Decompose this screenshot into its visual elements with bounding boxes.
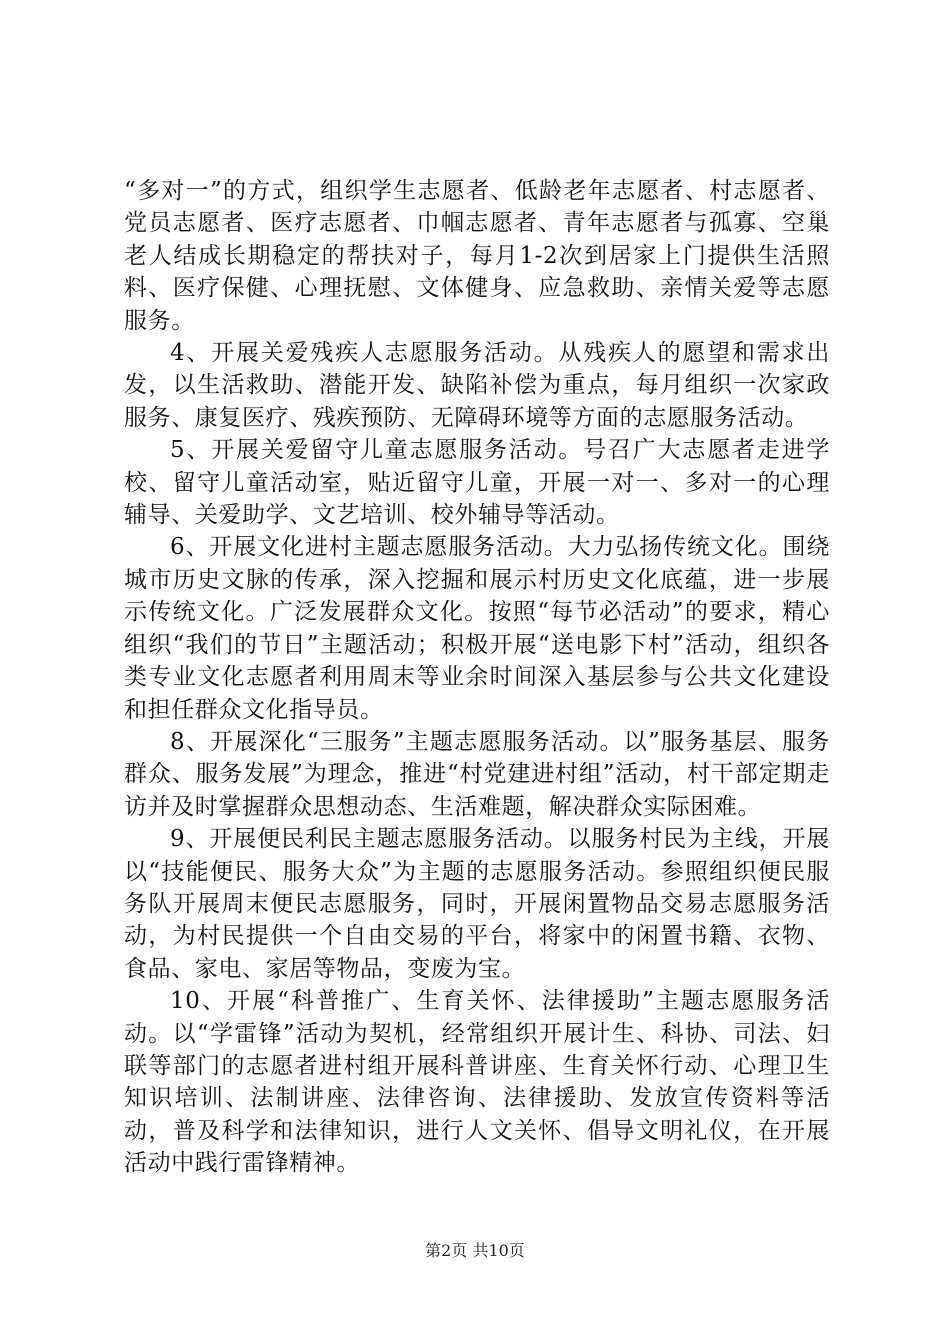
page-number-label: 第2页 共10页 [425,1241,525,1260]
document-body [124,175,830,1180]
paragraph-item-4: 4、开展关爱残疾人志愿服务活动。从残疾人的愿望和需求出发，以生活救助、潜能开发、缺陷补偿为重点，每月组织一次家政服务、康复医疗、残疾预防、无障碍环境等方面的志愿服务活动。 [124,340,830,431]
paragraph-item-9: 9、开展便民利民主题志愿服务活动。以服务村民为主线，开展以“技能便民、服务大众”为主题的志愿服务活动。参照组织便民服务队开展周末便民志愿服务，同时，开展闲置物品交易志愿服务活动，为村民提供一个自由交易的平台，将家中的闲置书籍、衣物、食品、家电、家居等物品，变废为宝。 [124,826,830,982]
page-footer [0,1238,950,1261]
paragraph-item-6: 6、开展文化进村主题志愿服务活动。大力弘扬传统文化。围绕城市历史文脉的传承，深入挖掘和展示村历史文化底蕴，进一步展示传统文化。广泛发展群众文化。按照“每节必活动”的要求，精心组织“我们的节日”主题活动；积极开展“送电影下村”活动，组织各类专业文化志愿者利用周末等业余时间深入基层参与公共文化建设和担任群众文化指导员。 [124,534,830,723]
paragraph-item-5: 5、开展关爱留守儿童志愿服务活动。号召广大志愿者走进学校、留守儿童活动室，贴近留守儿童，开展一对一、多对一的心理辅导、关爱助学、文艺培训、校外辅导等活动。 [124,437,830,529]
paragraph-item-10: 10、开展“科普推广、生育关怀、法律援助”主题志愿服务活动。以“学雷锋”活动为契机，经常组织开展计生、科协、司法、妇联等部门的志愿者进村组开展科普讲座、生育关怀行动、心理卫生知识培训、法制讲座、法律咨询、法律援助、发放宣传资料等活动，普及科学和法律知识，进行人文关怀、倡导文明礼仪，在开展活动中践行雷锋精神。 [124,988,830,1177]
paragraph-item-8: 8、开展深化“三服务”主题志愿服务活动。以”服务基层、服务群众、服务发展”为理念，推进“村党建进村组”活动，村干部定期走访并及时掌握群众思想动态、生活难题，解决群众实际困难。 [124,728,830,820]
paragraph-continuation: “多对一”的方式，组织学生志愿者、低龄老年志愿者、村志愿者、党员志愿者、医疗志愿者、巾帼志愿者、青年志愿者与孤寡、空巢老人结成长期稳定的帮扶对子，每月1-2次到居家上门提供生活照料、医疗保健、心理抚慰、文体健身、应急救助、亲情关爱等志愿服务。 [124,178,830,334]
